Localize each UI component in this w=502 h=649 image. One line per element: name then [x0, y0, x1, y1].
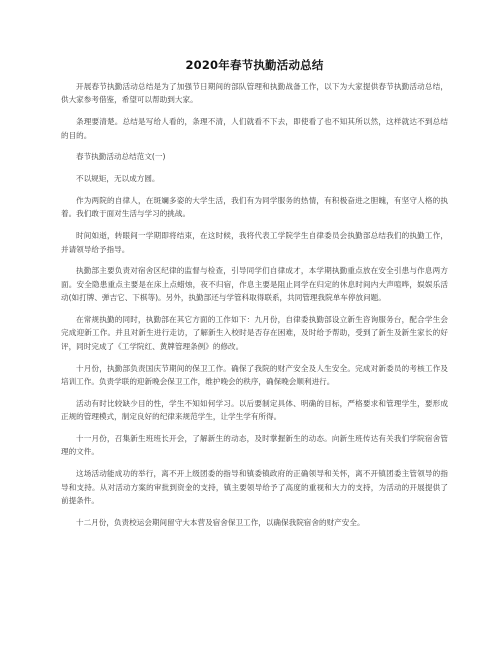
paragraph-intro: 开展春节执勤活动总结是为了加强节日期间的部队管理和执勤战备工作，以下为大家提供春节执勤活动总结，供大家参考借鉴，希望可以帮助到大家。: [61, 82, 448, 105]
paragraph-structure: 条理要清楚。总结是写给人看的，条理不清，人们就看不下去，即使看了也不知其所以然，这样就达不到总结的目的。: [61, 117, 448, 140]
paragraph-semester-end: 时间如逝，转眼间一学期即将结束，在这时候，我将代表工学院学生自律委员会执勤部总结我们的执勤工作，并请领导给予指导。: [61, 231, 448, 254]
paragraph-support: 这场活动能成功的举行，离不开上级团委的指导和镇委镇政府的正确领导和关怀，离不开镇团委主管领导的指导和支持。从对活动方案的审批到资金的支持，镇主要领导给予了高度的重视和大力的支持，为活动的开展提供了前提条件。: [61, 469, 448, 506]
paragraph-improvements: 活动有时比较缺少目的性，学生不知如何学习。以后要制定具体、明确的目标，严格要求和管理学生，要形成正规的管理模式，制定良好的纪律来规范学生，让学生学有所得。: [61, 398, 448, 422]
section-heading: 春节执勤活动总结范文(一): [76, 152, 166, 162]
paragraph-duties: 执勤部主要负责对宿舍区纪律的监督与检查，引导同学们自律成才，本学期执勤重点放在安全引患与作息两方面。安全隐患重点主要是在床上点蜡烛，夜不归宿，作息主要是阻止同学在归定的休息时间内大声喧哗，娱娱乐活动(如打牌、弹吉它、下棋等)。另外，执勤部还与学管科取得联系，共同管理我院单车停放问题。: [61, 266, 448, 303]
paragraph-december: 十二月份，负责校运会期间留守大本营及宿舍保卫工作，以确保我院宿舍的财产安全。: [76, 517, 365, 527]
paragraph-october: 十月份，执勤部负责国庆节期间的保卫工作。确保了我院的财产安全及人生安全。完成对新委员的考核工作及培训工作。负责学联的迎新晚会保卫工作，维护晚会的秩序，确保晚会顺利进行。: [61, 363, 448, 387]
document-title: 2020年春节执勤活动总结: [185, 58, 324, 72]
paragraph-november: 十一月份，召集新生班班长开会，了解新生的动态，及时掌握新生的动态。向新生班传达有关我们学院宿舍管理的文件。: [61, 434, 448, 457]
paragraph-quote: 不以规矩，无以成方圆。: [76, 174, 160, 184]
paragraph-september: 在常规执勤的同时，执勤部在其它方面的工作如下：九月份，自律委执勤部设立新生咨询服务台，配合学生会完成迎新工作。并且对新生进行走访，了解新生入校时是否存在困难，及时给予帮助，受到了新生及新生家长的好评，同时完成了《工学院红、黄牌管理条例》的修改。: [61, 315, 448, 351]
paragraph-self-discipline: 作为两院的自律人，在斑斓多姿的大学生活，我们有为同学服务的热情，有积极奋进之胆魄，有坚守人格的执着。我们敢于面对生活与学习的挑战。: [61, 196, 448, 219]
